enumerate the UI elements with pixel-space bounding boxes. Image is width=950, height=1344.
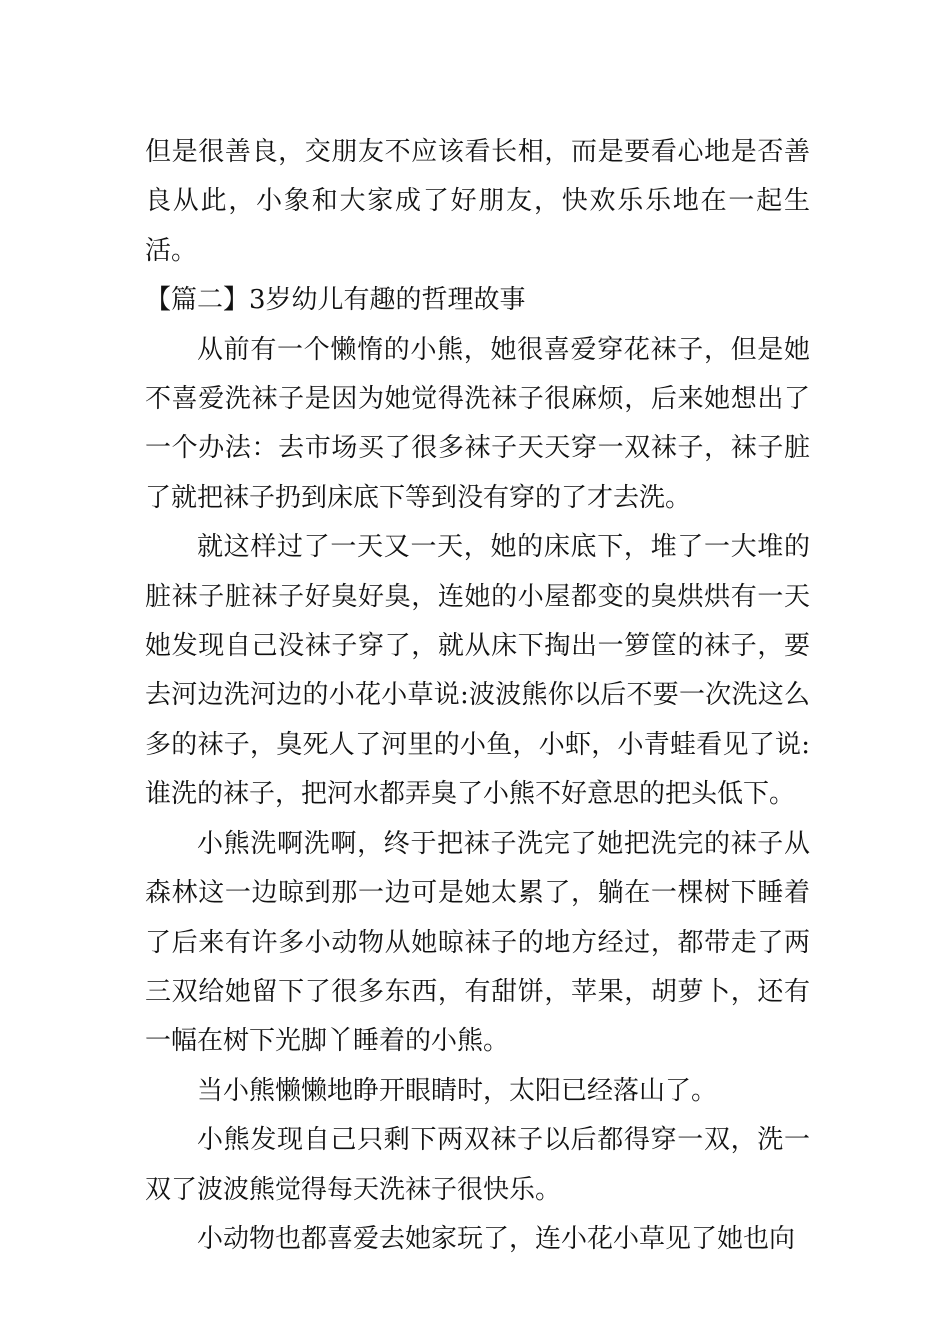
paragraph-3: 就这样过了一天又一天，她的床底下，堆了一大堆的脏袜子脏袜子好臭好臭，连她的小屋都变的臭烘烘有一天她发现自己没袜子穿了，就从床下掏出一箩筐的袜子，要去河边洗河边的小花小草说:波波熊你以后不要一次洗这么多的袜子，臭死人了河里的小鱼，小虾，小青蛙看见了说:谁洗的袜子，把河水都弄臭了小熊不好意思的把头低下。 (145, 532, 810, 810)
paragraph-2: 从前有一个懒惰的小熊，她很喜爱穿花袜子，但是她不喜爱洗袜子是因为她觉得洗袜子很麻烦，后来她想出了一个办法：去市场买了很多袜子天天穿一双袜子，袜子脏了就把袜子扔到床底下等到没有穿的了才去洗。 (145, 334, 810, 513)
section-heading: 【篇二】3岁幼儿有趣的哲理故事 (145, 285, 526, 316)
paragraph-1: 但是很善良，交朋友不应该看长相，而是要看心地是否善良从此，小象和大家成了好朋友，快欢乐乐地在一起生活。 (145, 137, 810, 266)
document-page (145, 128, 810, 1264)
paragraph-6: 小熊发现自己只剩下两双袜子以后都得穿一双，洗一双了波波熊觉得每天洗袜子很快乐。 (145, 1125, 810, 1205)
paragraph-5: 当小熊懒懒地睁开眼睛时，太阳已经落山了。 (197, 1075, 718, 1106)
paragraph-4: 小熊洗啊洗啊，终于把袜子洗完了她把洗完的袜子从森林这一边晾到那一边可是她太累了，躺在一棵树下睡着了后来有许多小动物从她晾袜子的地方经过，都带走了两三双给她留下了很多东西，有甜饼，苹果，胡萝卜，还有一幅在树下光脚丫睡着的小熊。 (145, 828, 810, 1057)
paragraph-7: 小动物也都喜爱去她家玩了，连小花小草见了她也向 (197, 1223, 796, 1254)
